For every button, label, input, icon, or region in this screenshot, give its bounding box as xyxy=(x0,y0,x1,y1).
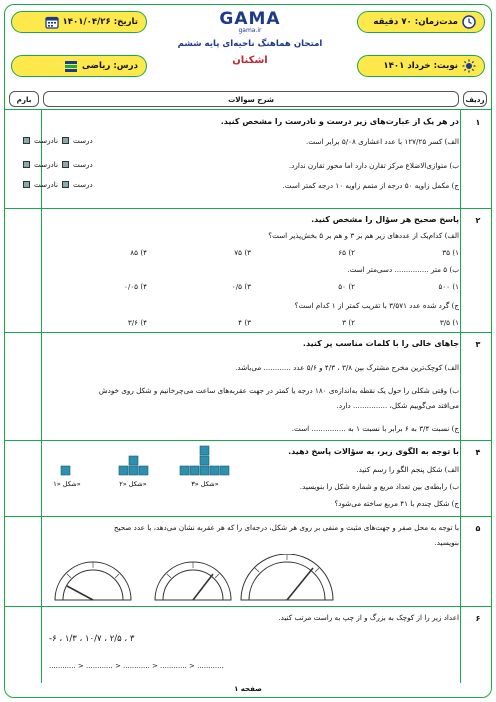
q3-b-text-1: ب) وقتی شکلی را حول یک نقطه به‌اندازه‌ی ۱۸۰ درجه یا کمتر در جهت عقربه‌های ساعت می‌چرخانیم و شکل روی خودش xyxy=(98,386,459,395)
col-score-label: بارم xyxy=(9,91,39,107)
gama-logo xyxy=(205,9,295,37)
option[interactable]: ۳) ۰/۵ xyxy=(231,282,251,291)
exam-turn: نوبت: خرداد ۱۴۰۱ xyxy=(383,61,458,71)
question-1: در هر یک از عبارت‌های زیر درست و نادرست را مشخص کنید. الف) کسر ۱۲۷/۲۵ با عدد اعشاری ۵/۰۸ برابر است. درست نادرست ب) متوازی‌الاضلاع مرکز تقارن دارد اما محور تقارن ندارد. درست نادرست ج) مکمل زاویه ۵۰ درجه از متمم زاویه ۱۰ درجه کمتر است. درست نادرست xyxy=(43,116,459,206)
question-3 xyxy=(43,338,459,438)
option[interactable]: ۱) ۵۰۰ xyxy=(438,282,459,291)
time-pill xyxy=(357,11,485,33)
question-title: در هر یک از عبارت‌های زیر درست و نادرست را مشخص کنید. xyxy=(220,117,459,126)
exam-city: اشکنان xyxy=(232,55,268,66)
q4-a-text: الف) شکل پنجم الگو را رسم کنید. xyxy=(356,465,459,474)
exam-time: مدت‌زمان: ۷۰ دقیقه xyxy=(373,17,458,27)
question-title: پاسخ صحیح هر سؤال را مشخص کنید. xyxy=(311,215,459,224)
question-number: ۱ xyxy=(475,118,481,127)
checkbox[interactable] xyxy=(62,181,69,188)
q3-c-text: ج) نسبت ۳/۴ به ۶ برابر با نسبت ۱ به ............... است. xyxy=(291,424,459,433)
question-number: ۲ xyxy=(475,216,481,225)
q5-text-1: با توجه به محل صفر و جهت‌های مثبت و منفی بر روی هر شکل، درجه‌ای را که هر عقربه نشان می‌دهد، با عدد صحیح xyxy=(113,523,459,532)
calendar-icon xyxy=(45,15,59,29)
q2-a-options xyxy=(43,248,459,257)
col-row-label: ردیف xyxy=(463,91,487,107)
q4-b-text: ب) رابطه‌ی بین تعداد مربع و شماره شکل را بنویسید. xyxy=(299,482,459,491)
protractor-figures xyxy=(45,554,455,606)
option[interactable]: ۴) ۸۵ xyxy=(130,248,147,257)
question-number: ۴ xyxy=(475,448,481,457)
q1-c-text: ج) مکمل زاویه ۵۰ درجه از متمم زاویه ۱۰ درجه کمتر است. xyxy=(282,181,459,190)
figure-label: شکل «۱» xyxy=(53,480,81,488)
date-pill xyxy=(11,11,147,33)
q2-b-text: ب) ۵ متر ............... دسی‌متر است. xyxy=(347,265,459,274)
question-number: ۵ xyxy=(475,524,481,533)
question-2 xyxy=(43,214,459,330)
option[interactable]: ۲) ۶۵ xyxy=(338,248,355,257)
question-6 xyxy=(43,612,459,682)
q2-a-text: الف) کدام‌یک از عددهای زیر هم بر ۳ و هم بر ۵ بخش‌پذیر است؟ xyxy=(268,231,459,240)
subject-pill xyxy=(11,55,147,77)
q2-c-options xyxy=(43,318,459,327)
exam-page xyxy=(4,4,492,698)
q6-numbers: ۳ ، ۲/۵ ، ۱۰/۷ ، ۱/۳ ، ۶- xyxy=(49,634,135,644)
exam-header xyxy=(5,5,491,83)
col-desc-label: شرح سوالات xyxy=(43,91,459,107)
logo-subtext: gama.ir xyxy=(238,27,262,34)
checkbox[interactable] xyxy=(62,161,69,168)
option[interactable]: ۱) ۳۵ xyxy=(442,248,459,257)
q2-c-text: ج) گرد شده عدد ۳/۵۷۱ با تقریب کمتر از ۱ کدام است؟ xyxy=(294,301,459,310)
checkbox[interactable] xyxy=(23,161,30,168)
option[interactable]: ۲) ۵۰ xyxy=(338,282,355,291)
figure-label: شکل «۲» xyxy=(119,480,147,488)
option[interactable]: ۱) ۳/۵ xyxy=(439,318,459,327)
q2-b-options xyxy=(43,282,459,291)
books-icon xyxy=(64,59,78,73)
questions-grid xyxy=(5,109,491,683)
square-pattern-figure xyxy=(45,444,235,492)
exam-date: تاریخ: ۱۴۰۱/۰۴/۲۶ xyxy=(62,17,138,27)
q6-text: اعداد زیر را از کوچک به بزرگ و از چپ به راست مرتب کنید. xyxy=(278,613,459,622)
table-header xyxy=(5,91,491,107)
q6-answer-blanks[interactable]: ............ > ............ > ............ > ............ > ............ xyxy=(49,662,224,670)
q5-text-2: بنویسید. xyxy=(434,538,459,547)
q3-a-text: الف) کوچک‌ترین مخرج مشترک بین ۳/۸ ، ۴/۳ و ۵/۶ عدد ............ می‌باشد. xyxy=(235,363,459,372)
checkbox[interactable] xyxy=(23,181,30,188)
option[interactable]: ۴) ۳/۶ xyxy=(127,318,147,327)
figure-label: شکل «۳» xyxy=(191,480,219,488)
turn-pill xyxy=(357,55,485,77)
option[interactable]: ۴) ۰/۰۵ xyxy=(124,282,147,291)
logo-text: GAMA xyxy=(219,9,281,29)
q4-c-text: ج) شکل چندم با ۴۱ مربع ساخته می‌شود؟ xyxy=(334,499,459,508)
checkbox[interactable] xyxy=(62,137,69,144)
q1-b-text: ب) متوازی‌الاضلاع مرکز تقارن دارد اما محور تقارن ندارد. xyxy=(288,161,459,170)
checkbox[interactable] xyxy=(23,137,30,144)
question-number: ۳ xyxy=(475,340,481,349)
sun-icon xyxy=(462,59,476,73)
question-title: با توجه به الگوی زیر، به سؤالات پاسخ دهید. xyxy=(288,447,459,456)
option[interactable]: ۳) ۷۵ xyxy=(234,248,251,257)
option[interactable]: ۲) ۳ xyxy=(342,318,355,327)
q3-b-text-2: می‌افتد می‌گوییم شکل، ............... دارد. xyxy=(336,401,459,410)
question-title: جاهای خالی را با کلمات مناسب پر کنید. xyxy=(302,339,459,348)
exam-subject: درس: ریاضی xyxy=(81,61,138,71)
q1-a-text: الف) کسر ۱۲۷/۲۵ با عدد اعشاری ۵/۰۸ برابر است. xyxy=(305,137,459,146)
option[interactable]: ۳) ۴ xyxy=(238,318,251,327)
page-footer: صفحه ۱ xyxy=(234,685,262,693)
exam-title: امتحان هماهنگ ناحیه‌ای پایه ششم xyxy=(177,39,323,49)
clock-icon xyxy=(462,15,476,29)
question-number: ۶ xyxy=(475,614,481,623)
